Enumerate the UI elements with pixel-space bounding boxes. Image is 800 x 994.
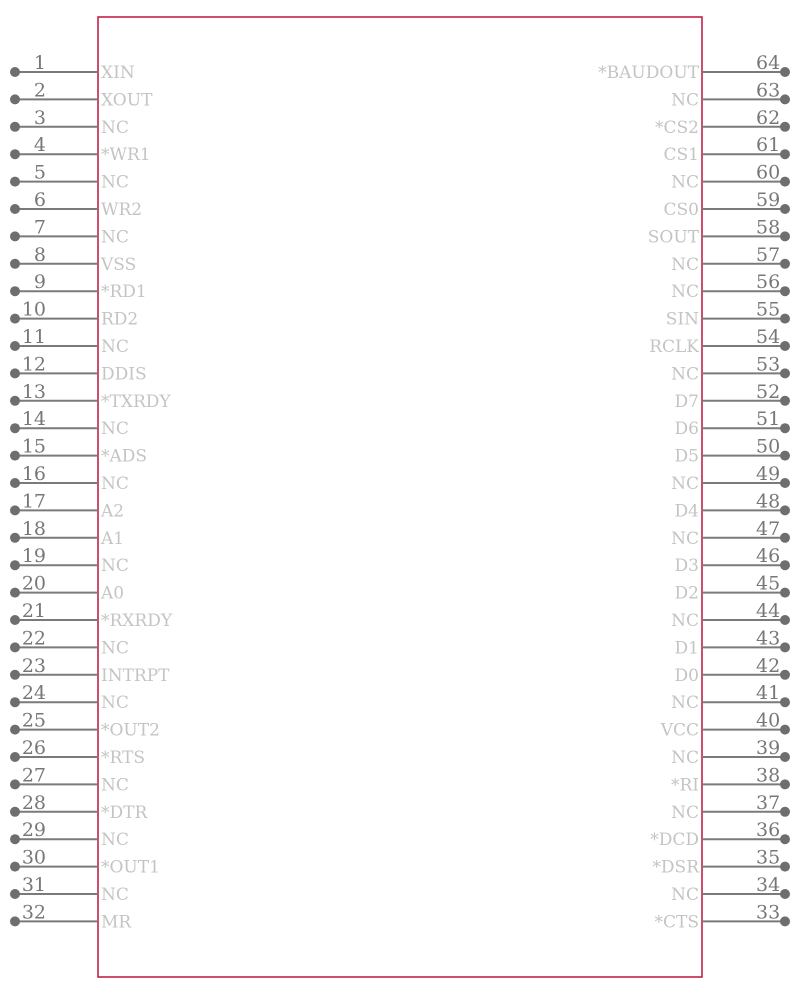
- pin-name-label: *RTS: [101, 748, 145, 768]
- pin-endpoint: [10, 259, 20, 269]
- pin-endpoint: [780, 779, 790, 789]
- pin-number: 53: [756, 353, 781, 376]
- pin-name-label: INTRPT: [101, 665, 170, 686]
- pin-endpoint: [780, 588, 790, 598]
- pin-29: [10, 819, 129, 850]
- pin-number: 15: [21, 435, 46, 458]
- pin-number: 39: [756, 737, 781, 759]
- pin-35: [652, 847, 790, 878]
- pin-name-label: NC: [101, 419, 129, 440]
- pin-number: 38: [756, 764, 781, 787]
- pin-34: [671, 874, 790, 905]
- pin-number: 42: [756, 654, 781, 677]
- pin-endpoint: [10, 615, 20, 625]
- pin-name-label: *OUT1: [101, 857, 160, 878]
- pin-31: [10, 874, 129, 905]
- pin-number: 24: [21, 682, 46, 705]
- pin-name-label: NC: [671, 172, 699, 193]
- pin-name-label: NC: [101, 775, 129, 796]
- pin-endpoint: [780, 670, 790, 680]
- pin-number: 49: [756, 463, 781, 485]
- pin-12: [10, 353, 147, 384]
- pin-53: [671, 353, 790, 384]
- pin-number: 52: [756, 380, 781, 403]
- pin-number: 56: [756, 271, 781, 294]
- pin-number: 46: [756, 545, 781, 568]
- pin-name-label: NC: [101, 693, 129, 714]
- pin-endpoint: [10, 204, 20, 214]
- pin-42: [675, 655, 790, 686]
- pin-endpoint: [780, 177, 790, 187]
- pin-endpoint: [780, 615, 790, 625]
- pin-number: 17: [21, 490, 46, 513]
- pin-name-label: *BAUDOUT: [598, 63, 699, 83]
- pin-name-label: A2: [101, 501, 125, 522]
- pin-62: [655, 107, 790, 138]
- pin-number: 36: [756, 819, 781, 842]
- pin-46: [675, 545, 790, 576]
- pin-61: [664, 134, 790, 165]
- pin-number: 58: [756, 216, 781, 239]
- pin-36: [650, 819, 790, 850]
- pin-number: 4: [33, 134, 46, 157]
- left-pin-group: [10, 52, 173, 932]
- pin-name-label: *RI: [670, 775, 699, 796]
- pin-endpoint: [10, 396, 20, 406]
- pin-name-label: VCC: [660, 720, 699, 741]
- pin-number: 57: [756, 243, 781, 266]
- pin-name-label: NC: [101, 117, 129, 138]
- pin-endpoint: [10, 779, 20, 789]
- pin-26: [10, 737, 145, 768]
- pin-number: 63: [756, 79, 781, 102]
- pin-endpoint: [780, 204, 790, 214]
- pin-name-label: A0: [101, 583, 125, 604]
- pin-name-label: NC: [671, 90, 699, 111]
- pin-number: 21: [21, 600, 46, 622]
- pin-name-label: *RD1: [101, 282, 147, 303]
- pin-endpoint: [10, 149, 20, 159]
- pin-endpoint: [10, 451, 20, 461]
- pin-endpoint: [10, 368, 20, 378]
- pin-endpoint: [10, 231, 20, 241]
- pin-endpoint: [10, 122, 20, 132]
- pin-endpoint: [10, 916, 20, 926]
- pin-endpoint: [780, 642, 790, 652]
- pin-name-label: NC: [101, 638, 129, 659]
- pin-endpoint: [10, 642, 20, 652]
- pin-32: [10, 901, 132, 932]
- pin-name-label: D4: [674, 501, 699, 522]
- pin-name-label: *WR1: [101, 145, 151, 166]
- pin-number: 23: [21, 654, 46, 677]
- pin-2: [10, 79, 153, 110]
- pin-name-label: NC: [101, 337, 129, 357]
- pin-number: 16: [21, 463, 46, 485]
- pin-number: 1: [33, 52, 46, 74]
- pin-number: 35: [756, 846, 781, 869]
- pin-endpoint: [780, 505, 790, 515]
- pin-11: [10, 326, 129, 357]
- pin-endpoint: [780, 697, 790, 707]
- pin-name-label: D3: [674, 556, 699, 577]
- pin-9: [10, 271, 147, 302]
- pin-43: [675, 627, 790, 658]
- pin-endpoint: [10, 834, 20, 844]
- pin-number: 44: [756, 600, 781, 622]
- pin-name-label: D2: [674, 583, 699, 604]
- pin-name-label: NC: [101, 830, 129, 851]
- pin-19: [10, 545, 129, 576]
- pin-endpoint: [10, 286, 20, 296]
- pin-number: 37: [756, 791, 781, 814]
- pin-14: [10, 408, 129, 439]
- pin-number: 10: [21, 298, 46, 321]
- pin-name-label: NC: [101, 885, 129, 905]
- pin-number: 47: [756, 517, 781, 540]
- pin-name-label: NC: [671, 802, 699, 823]
- pin-16: [10, 463, 129, 494]
- pin-37: [671, 792, 790, 823]
- pin-endpoint: [780, 94, 790, 104]
- pin-40: [660, 710, 790, 741]
- pin-name-label: WR2: [101, 200, 143, 220]
- pin-name-label: *CTS: [654, 912, 699, 933]
- pin-endpoint: [780, 478, 790, 488]
- pin-name-label: *DCD: [650, 830, 699, 851]
- pin-number: 61: [756, 134, 781, 157]
- pin-number: 51: [756, 408, 781, 431]
- pin-number: 45: [756, 572, 781, 595]
- pin-endpoint: [780, 231, 790, 241]
- pin-56: [671, 271, 790, 302]
- pin-endpoint: [10, 697, 20, 707]
- pin-name-label: D1: [674, 638, 699, 659]
- pin-5: [10, 162, 129, 193]
- pin-endpoint: [780, 314, 790, 324]
- pin-name-label: NC: [671, 885, 699, 905]
- pin-endpoint: [10, 725, 20, 735]
- pin-endpoint: [780, 834, 790, 844]
- pin-name-label: *DSR: [652, 857, 699, 878]
- pin-endpoint: [780, 916, 790, 926]
- pin-endpoint: [10, 670, 20, 680]
- pin-number: 12: [21, 353, 46, 376]
- pin-55: [666, 299, 790, 330]
- component-body: [98, 17, 702, 977]
- pin-number: 62: [756, 106, 781, 129]
- pin-endpoint: [10, 862, 20, 872]
- pin-number: 30: [21, 846, 46, 869]
- pin-number: 41: [756, 682, 781, 705]
- pin-endpoint: [10, 889, 20, 899]
- pin-endpoint: [780, 752, 790, 762]
- pin-endpoint: [10, 478, 20, 488]
- pin-38: [671, 764, 790, 795]
- pin-name-label: A1: [101, 528, 125, 549]
- pin-52: [675, 381, 790, 412]
- pin-57: [671, 244, 790, 275]
- pin-60: [671, 162, 790, 193]
- pin-endpoint: [780, 122, 790, 132]
- pin-58: [648, 216, 790, 247]
- pin-3: [10, 107, 129, 138]
- pin-27: [10, 764, 129, 795]
- pin-endpoint: [780, 368, 790, 378]
- pin-endpoint: [10, 533, 20, 543]
- pin-name-label: *OUT2: [101, 720, 160, 741]
- pin-endpoint: [780, 396, 790, 406]
- pin-number: 9: [33, 271, 46, 294]
- pin-number: 40: [756, 709, 781, 732]
- pin-name-label: NC: [671, 254, 699, 275]
- pin-41: [671, 682, 790, 713]
- pin-30: [10, 847, 160, 878]
- pin-13: [10, 381, 171, 412]
- pin-number: 11: [21, 326, 46, 348]
- pin-number: 55: [756, 298, 781, 321]
- pin-number: 20: [21, 572, 46, 595]
- pin-number: 60: [756, 161, 781, 184]
- pin-endpoint: [780, 725, 790, 735]
- pin-50: [675, 436, 790, 467]
- pin-name-label: D6: [674, 419, 699, 440]
- pin-name-label: D5: [674, 446, 699, 467]
- pin-number: 59: [756, 189, 781, 211]
- pin-endpoint: [780, 451, 790, 461]
- pin-39: [671, 737, 790, 768]
- pin-number: 3: [33, 106, 46, 129]
- pin-number: 48: [756, 490, 781, 513]
- pin-45: [675, 573, 790, 604]
- pin-number: 33: [756, 901, 781, 924]
- pin-number: 19: [21, 545, 46, 568]
- pin-name-label: NC: [101, 474, 129, 494]
- pin-number: 54: [756, 326, 781, 348]
- pin-endpoint: [780, 889, 790, 899]
- pin-17: [10, 490, 124, 521]
- pin-name-label: NC: [671, 748, 699, 768]
- pin-name-label: XOUT: [101, 90, 153, 111]
- pin-name-label: SOUT: [647, 227, 699, 248]
- pin-21: [10, 600, 173, 631]
- pin-number: 22: [21, 627, 46, 650]
- pin-name-label: SIN: [665, 309, 699, 330]
- pin-4: [10, 134, 151, 165]
- pin-endpoint: [10, 94, 20, 104]
- pin-51: [675, 408, 790, 439]
- pin-number: 50: [756, 435, 781, 458]
- pin-number: 13: [21, 380, 46, 403]
- pin-name-label: NC: [671, 282, 699, 303]
- right-pin-group: [598, 52, 790, 932]
- pin-endpoint: [10, 67, 20, 77]
- pin-name-label: DDIS: [101, 364, 147, 385]
- pin-name-label: *TXRDY: [101, 391, 171, 412]
- pin-number: 25: [21, 709, 46, 732]
- pin-63: [671, 79, 790, 110]
- pin-59: [664, 189, 790, 220]
- pin-name-label: XIN: [101, 63, 135, 83]
- pin-endpoint: [780, 533, 790, 543]
- pin-number: 8: [33, 243, 46, 266]
- pin-name-label: MR: [101, 912, 132, 933]
- pin-endpoint: [780, 286, 790, 296]
- pin-endpoint: [10, 560, 20, 570]
- pin-48: [675, 490, 790, 521]
- pin-number: 26: [21, 737, 46, 759]
- pin-33: [655, 901, 791, 932]
- pin-10: [10, 299, 138, 330]
- pin-number: 18: [21, 517, 46, 540]
- pin-15: [10, 436, 147, 467]
- pin-name-label: D7: [674, 391, 699, 412]
- pin-name-label: RD2: [101, 309, 139, 330]
- pin-44: [671, 600, 790, 631]
- pin-name-label: NC: [101, 556, 129, 577]
- pin-24: [10, 682, 129, 713]
- pin-endpoint: [10, 807, 20, 817]
- pin-number: 5: [33, 161, 46, 184]
- pin-name-label: *DTR: [101, 802, 148, 823]
- pin-name-label: *RXRDY: [101, 611, 173, 631]
- pin-name-label: CS0: [663, 200, 699, 220]
- pin-number: 32: [21, 901, 46, 924]
- pin-endpoint: [780, 862, 790, 872]
- pin-endpoint: [780, 423, 790, 433]
- pin-number: 64: [756, 52, 781, 74]
- pin-1: [10, 52, 135, 83]
- pin-name-label: D0: [674, 665, 699, 686]
- pin-endpoint: [780, 259, 790, 269]
- pin-endpoint: [10, 341, 20, 351]
- pin-54: [649, 326, 790, 357]
- pin-name-label: NC: [671, 528, 699, 549]
- pin-name-label: RCLK: [649, 337, 699, 357]
- pin-number: 14: [21, 408, 46, 431]
- pin-endpoint: [10, 588, 20, 598]
- pin-22: [10, 627, 129, 658]
- pin-endpoint: [780, 560, 790, 570]
- pin-endpoint: [10, 423, 20, 433]
- pin-8: [10, 244, 136, 275]
- pin-20: [10, 573, 124, 604]
- pin-number: 31: [21, 874, 46, 896]
- pin-endpoint: [780, 341, 790, 351]
- pin-64: [598, 52, 790, 83]
- pin-number: 28: [21, 791, 46, 814]
- pin-name-label: *ADS: [101, 446, 148, 467]
- pin-23: [10, 655, 170, 686]
- pin-name-label: NC: [671, 364, 699, 385]
- pin-number: 2: [33, 79, 46, 102]
- pin-number: 29: [21, 819, 46, 842]
- pin-18: [10, 518, 124, 549]
- pin-endpoint: [10, 177, 20, 187]
- pin-number: 34: [756, 874, 781, 896]
- pin-49: [671, 463, 790, 494]
- pin-endpoint: [780, 807, 790, 817]
- pin-number: 6: [33, 189, 46, 211]
- pin-endpoint: [10, 505, 20, 515]
- pin-28: [10, 792, 148, 823]
- pin-6: [10, 189, 142, 220]
- pin-endpoint: [780, 149, 790, 159]
- pin-endpoint: [780, 67, 790, 77]
- pin-number: 43: [756, 627, 781, 650]
- pin-name-label: NC: [101, 227, 129, 248]
- pin-name-label: NC: [671, 474, 699, 494]
- pin-7: [10, 216, 129, 247]
- pin-name-label: VSS: [101, 254, 137, 275]
- pin-name-label: *CS2: [655, 117, 699, 138]
- pin-number: 7: [33, 216, 46, 239]
- pin-endpoint: [10, 314, 20, 324]
- pin-name-label: NC: [671, 611, 699, 631]
- pin-name-label: NC: [671, 693, 699, 714]
- pin-25: [10, 710, 160, 741]
- pin-name-label: NC: [101, 172, 129, 193]
- pin-47: [671, 518, 790, 549]
- pin-name-label: CS1: [663, 145, 699, 166]
- pin-number: 27: [21, 764, 46, 787]
- pin-endpoint: [10, 752, 20, 762]
